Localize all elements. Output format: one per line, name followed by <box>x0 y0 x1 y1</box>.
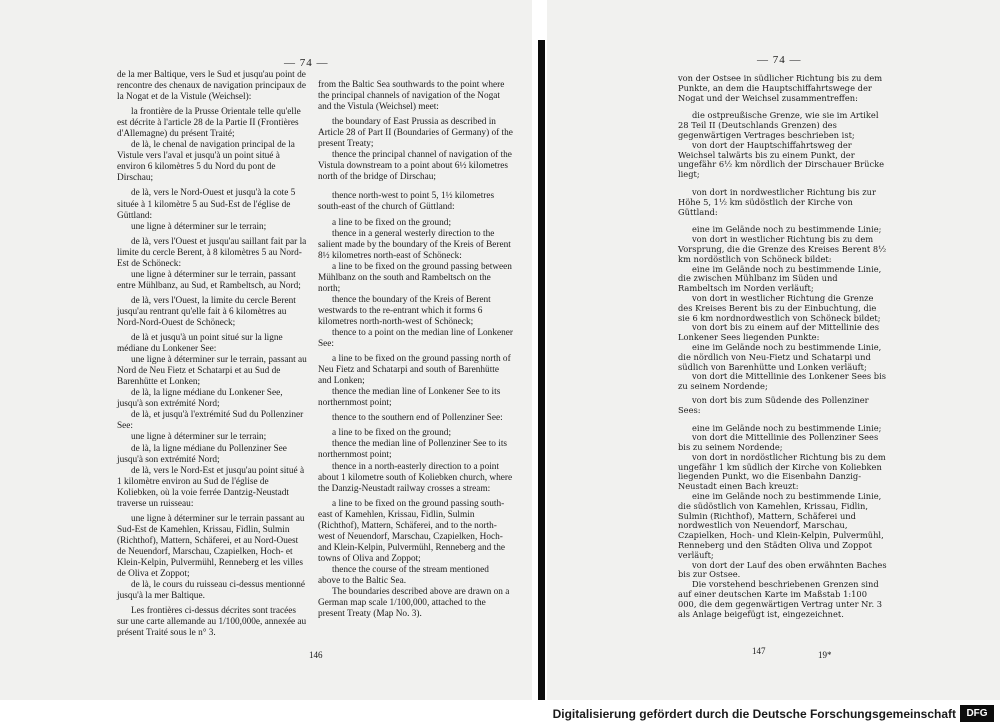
german-paragraph: von dort in nordöstlicher Richtung bis zu dem ungefähr 1 km südlich der Kirche von Koliebken liegenden Punkt, wo die Eisenbahn Danzig-Neustadt einen Bach kreuzt: <box>678 451 886 492</box>
english-text-column <box>318 80 513 620</box>
german-paragraph: von dort die Mittellinie des Lonkener Sees bis zu seinem Nordende; <box>678 371 887 392</box>
french-paragraph: une ligne à déterminer sur le terrain, passant au Nord de Neu Fietz et Schatarpi et au Sud de Barenhütte et Lonken; <box>117 355 307 388</box>
english-paragraph: thence north-west to point 5, 1½ kilometres south-east of the church of Güttland: <box>318 191 495 213</box>
german-paragraph: eine im Gelände noch zu bestimmende Linie; <box>692 224 882 235</box>
english-paragraph: thence to the southern end of Pollenziner See: <box>332 413 503 424</box>
english-paragraph: thence the boundary of the Kreis of Berent westwards to the re-entrant which it forms 6 kilometres north-north-west of Schöneck; <box>318 294 491 327</box>
french-paragraph: de là, le chenal de navigation principal de la Vistule vers l'aval et jusqu'à un point situé à environ 6 kilomètres 5 du Nord du pont de Dirschau; <box>117 140 295 184</box>
german-paragraph: eine im Gelände noch zu bestimmende Linie, die zwischen Mühlbanz im Süden und Rambeltsch im Norden verläuft; <box>678 263 882 294</box>
french-paragraph: une ligne à déterminer sur le terrain; <box>131 221 267 232</box>
german-paragraph: eine im Gelände noch zu bestimmende Linie; <box>692 422 882 433</box>
french-paragraph: la frontière de la Prusse Orientale telle qu'elle est décrite à l'article 28 de la Partie II (Frontières d'Allemagne) du présent Traité; <box>117 107 301 140</box>
german-paragraph: von dort der Lauf des oben erwähnten Baches bis zur Ostsee. <box>678 559 887 580</box>
english-paragraph: thence in a general westerly direction to the salient made by the boundary of the Kreis of Berent 8½ kilometres north-east of Schöneck: <box>318 228 511 261</box>
english-paragraph: a line to be fixed on the ground; <box>332 217 452 228</box>
french-paragraph: de là et jusqu'à un point situé sur la ligne médiane du Lonkener See: <box>117 333 283 355</box>
german-paragraph: eine im Gelände noch zu bestimmende Linie, die südöstlich von Kamehlen, Krissau, Fidlin, Sulmin (Richthof), Mattern, Schäferei und nordwestlich von Neuendorf, Marschau, Czapielken, Hoch- und Klein-Kelpin, Pulvermühl, Renneberg und den Städten Oliva und Zoppot verläuft; <box>678 491 884 560</box>
german-paragraph: Die vorstehend beschriebenen Grenzen sind auf einer deutschen Karte im Maßstab 1:100 000, die dem gegenwärtigen Vertrag unter Nr. 3 als Anlage beigefügt ist, eingezeichnet. <box>678 579 883 619</box>
english-paragraph: thence to a point on the median line of Lonkener See: <box>318 327 513 350</box>
french-text-column <box>117 70 307 639</box>
german-paragraph: von dort der Hauptschiffahrtsweg der Weichsel talwärts bis zu einem Punkt, der ungefähr 6½ km nördlich der Dirschauer Brücke liegt; <box>678 139 885 180</box>
french-paragraph: de là, la ligne médiane du Pollenziner See jusqu'à son extrémité Nord; <box>117 443 287 465</box>
french-paragraph: de là, et jusqu'à l'extrémité Sud du Pollenziner See: <box>117 410 304 432</box>
english-paragraph: thence in a north-easterly direction to a point about 1 kilometre south of Koliebken church, where the Danzig-Neustadt railway crosses a stream: <box>318 461 513 494</box>
english-paragraph: from the Baltic Sea southwards to the point where the principal channels of navigation of the Nogat and the Vistula (Weichsel) meet: <box>318 80 505 113</box>
french-paragraph: de la mer Baltique, vers le Sud et jusqu'au point de rencontre des chenaux de navigation principaux de la Nogat et de la Vistule (Weichsel): <box>117 70 306 103</box>
book-fold <box>538 40 545 700</box>
french-paragraph: de là, vers le Nord-Est et jusqu'au point situé à 1 kilomètre environ au Sud de l'église de Koliebken, où la voie ferrée Dantzig-Neustadt traverse un ruisseau: <box>117 465 305 509</box>
english-paragraph: the boundary of East Prussia as described in Article 28 of Part II (Boundaries of Germany) of the present Treaty; <box>318 117 513 150</box>
french-paragraph: de là, vers l'Ouest, la limite du cercle Berent jusqu'au rentrant qu'elle fait à 6 kilomètres au Nord-Nord-Ouest de Schöneck; <box>117 295 296 328</box>
french-paragraph: de là, vers le Nord-Ouest et jusqu'à la cote 5 située à 1 kilomètre 5 au Sud-Est de l'église de Güttland: <box>117 188 296 221</box>
german-paragraph: von dort in westlicher Richtung bis zu dem Vorsprung, die die Grenze des Kreises Berent 8½ km nordöstlich von Schöneck bildet: <box>678 234 887 264</box>
german-text-column <box>678 74 888 619</box>
english-paragraph: a line to be fixed on the ground; <box>332 428 452 439</box>
english-paragraph: thence the course of the stream mentioned above to the Baltic Sea. <box>318 564 489 586</box>
footer-bar <box>0 700 1000 727</box>
german-paragraph: die ostpreußische Grenze, wie sie im Artikel 28 Teil II (Deutschlands Grenzen) des gegenwärtigen Vertrages beschrieben ist; <box>678 110 879 140</box>
french-paragraph: une ligne à déterminer sur le terrain, passant entre Mühlbanz, au Sud, et Rambeltsch, au Nord; <box>117 269 301 291</box>
french-paragraph: de là, la ligne médiane du Lonkener See, jusqu'à son extrémité Nord; <box>117 388 283 410</box>
english-paragraph: a line to be fixed on the ground passing south-east of Kamehlen, Krissau, Fidlin, Sulmin (Richthof), Mattern, Schäferei, and to the north-west of Neuendorf, Marschau, Czapielken, Hoch- and Klein-Kelpin, Pulvermühl, Renneberg and the towns of Oliva and Zoppot; <box>318 498 506 564</box>
dfg-logo-icon: DFG <box>960 705 994 722</box>
german-paragraph: von dort in westlicher Richtung die Grenze des Kreises Berent bis zu der Einbuchtung, die sie 6 km nordnordwestlich von Schöneck bildet; <box>678 292 881 323</box>
left-page-number: 146 <box>309 650 323 660</box>
french-paragraph: de là, vers l'Ouest et jusqu'au saillant fait par la limite du cercle Berent, à 8 kilomètres 5 au Nord-Est de Schöneck: <box>117 236 307 269</box>
english-paragraph: a line to be fixed on the ground passing between Mühlbanz on the south and Rambeltsch on the north; <box>318 261 512 294</box>
left-page-header: — 74 — <box>284 57 329 69</box>
right-page-number: 147 <box>752 646 766 656</box>
funding-credit: Digitalisierung gefördert durch die Deutsche Forschungsgemeinschaft <box>552 707 956 721</box>
english-paragraph: a line to be fixed on the ground passing north of Neu Fietz and Schatarpi and south of Barenhütte and Lonken; <box>318 354 511 387</box>
french-paragraph: une ligne à déterminer sur le terrain passant au Sud-Est de Kamehlen, Krissau, Fidlin, Sulmin (Richthof), Mattern, Schäferei, et au Nord-Ouest de Neuendorf, Marschau, Czapielken, Hoch- et Klein-Kelpin, Pulvermühl, Renneberg et les villes de Oliva et Zoppot; <box>117 513 305 580</box>
german-paragraph: von der Ostsee in südlicher Richtung bis zu dem Punkte, an dem die Hauptschiffahrtswege der Nogat und der Weichsel zusammentreffen: <box>678 73 883 103</box>
english-paragraph: thence the median line of Lonkener See to its northernmost point; <box>318 387 501 409</box>
german-paragraph: von dort die Mittellinie des Pollenziner Sees bis zu seinem Nordende; <box>678 432 879 453</box>
french-paragraph: Les frontières ci-dessus décrites sont tracées sur une carte allemande au 1/100,000e, annexée au présent Traité sous le n° 3. <box>117 606 307 639</box>
english-paragraph: The boundaries described above are drawn on a German map scale 1/100,000, attached to the present Treaty (Map No. 3). <box>318 587 510 620</box>
german-paragraph: von dort in nordwestlicher Richtung bis zur Höhe 5, 1½ km südöstlich der Kirche von Güttland: <box>678 186 876 217</box>
right-page-signature: 19* <box>818 650 832 660</box>
german-paragraph: eine im Gelände noch zu bestimmende Linie, die nördlich von Neu-Fietz und Schatarpi und südlich von Barenhütte und Lonken verläuft; <box>678 341 882 372</box>
french-paragraph: une ligne à déterminer sur le terrain; <box>131 432 267 443</box>
english-paragraph: thence the median line of Pollenziner See to its northernmost point; <box>318 439 508 461</box>
german-paragraph: von dort bis zu einem auf der Mittellinie des Lonkener Sees liegenden Punkte: <box>678 322 879 343</box>
french-paragraph: de là, le cours du ruisseau ci-dessus mentionné jusqu'à la mer Baltique. <box>117 580 306 602</box>
english-paragraph: thence the principal channel of navigation of the Vistula downstream to a point about 6½ kilometres north of the bridge of Dirschau; <box>318 150 512 183</box>
right-page-header: — 74 — <box>757 54 802 66</box>
german-paragraph: von dort bis zum Südende des Pollenziner Sees: <box>678 394 869 415</box>
